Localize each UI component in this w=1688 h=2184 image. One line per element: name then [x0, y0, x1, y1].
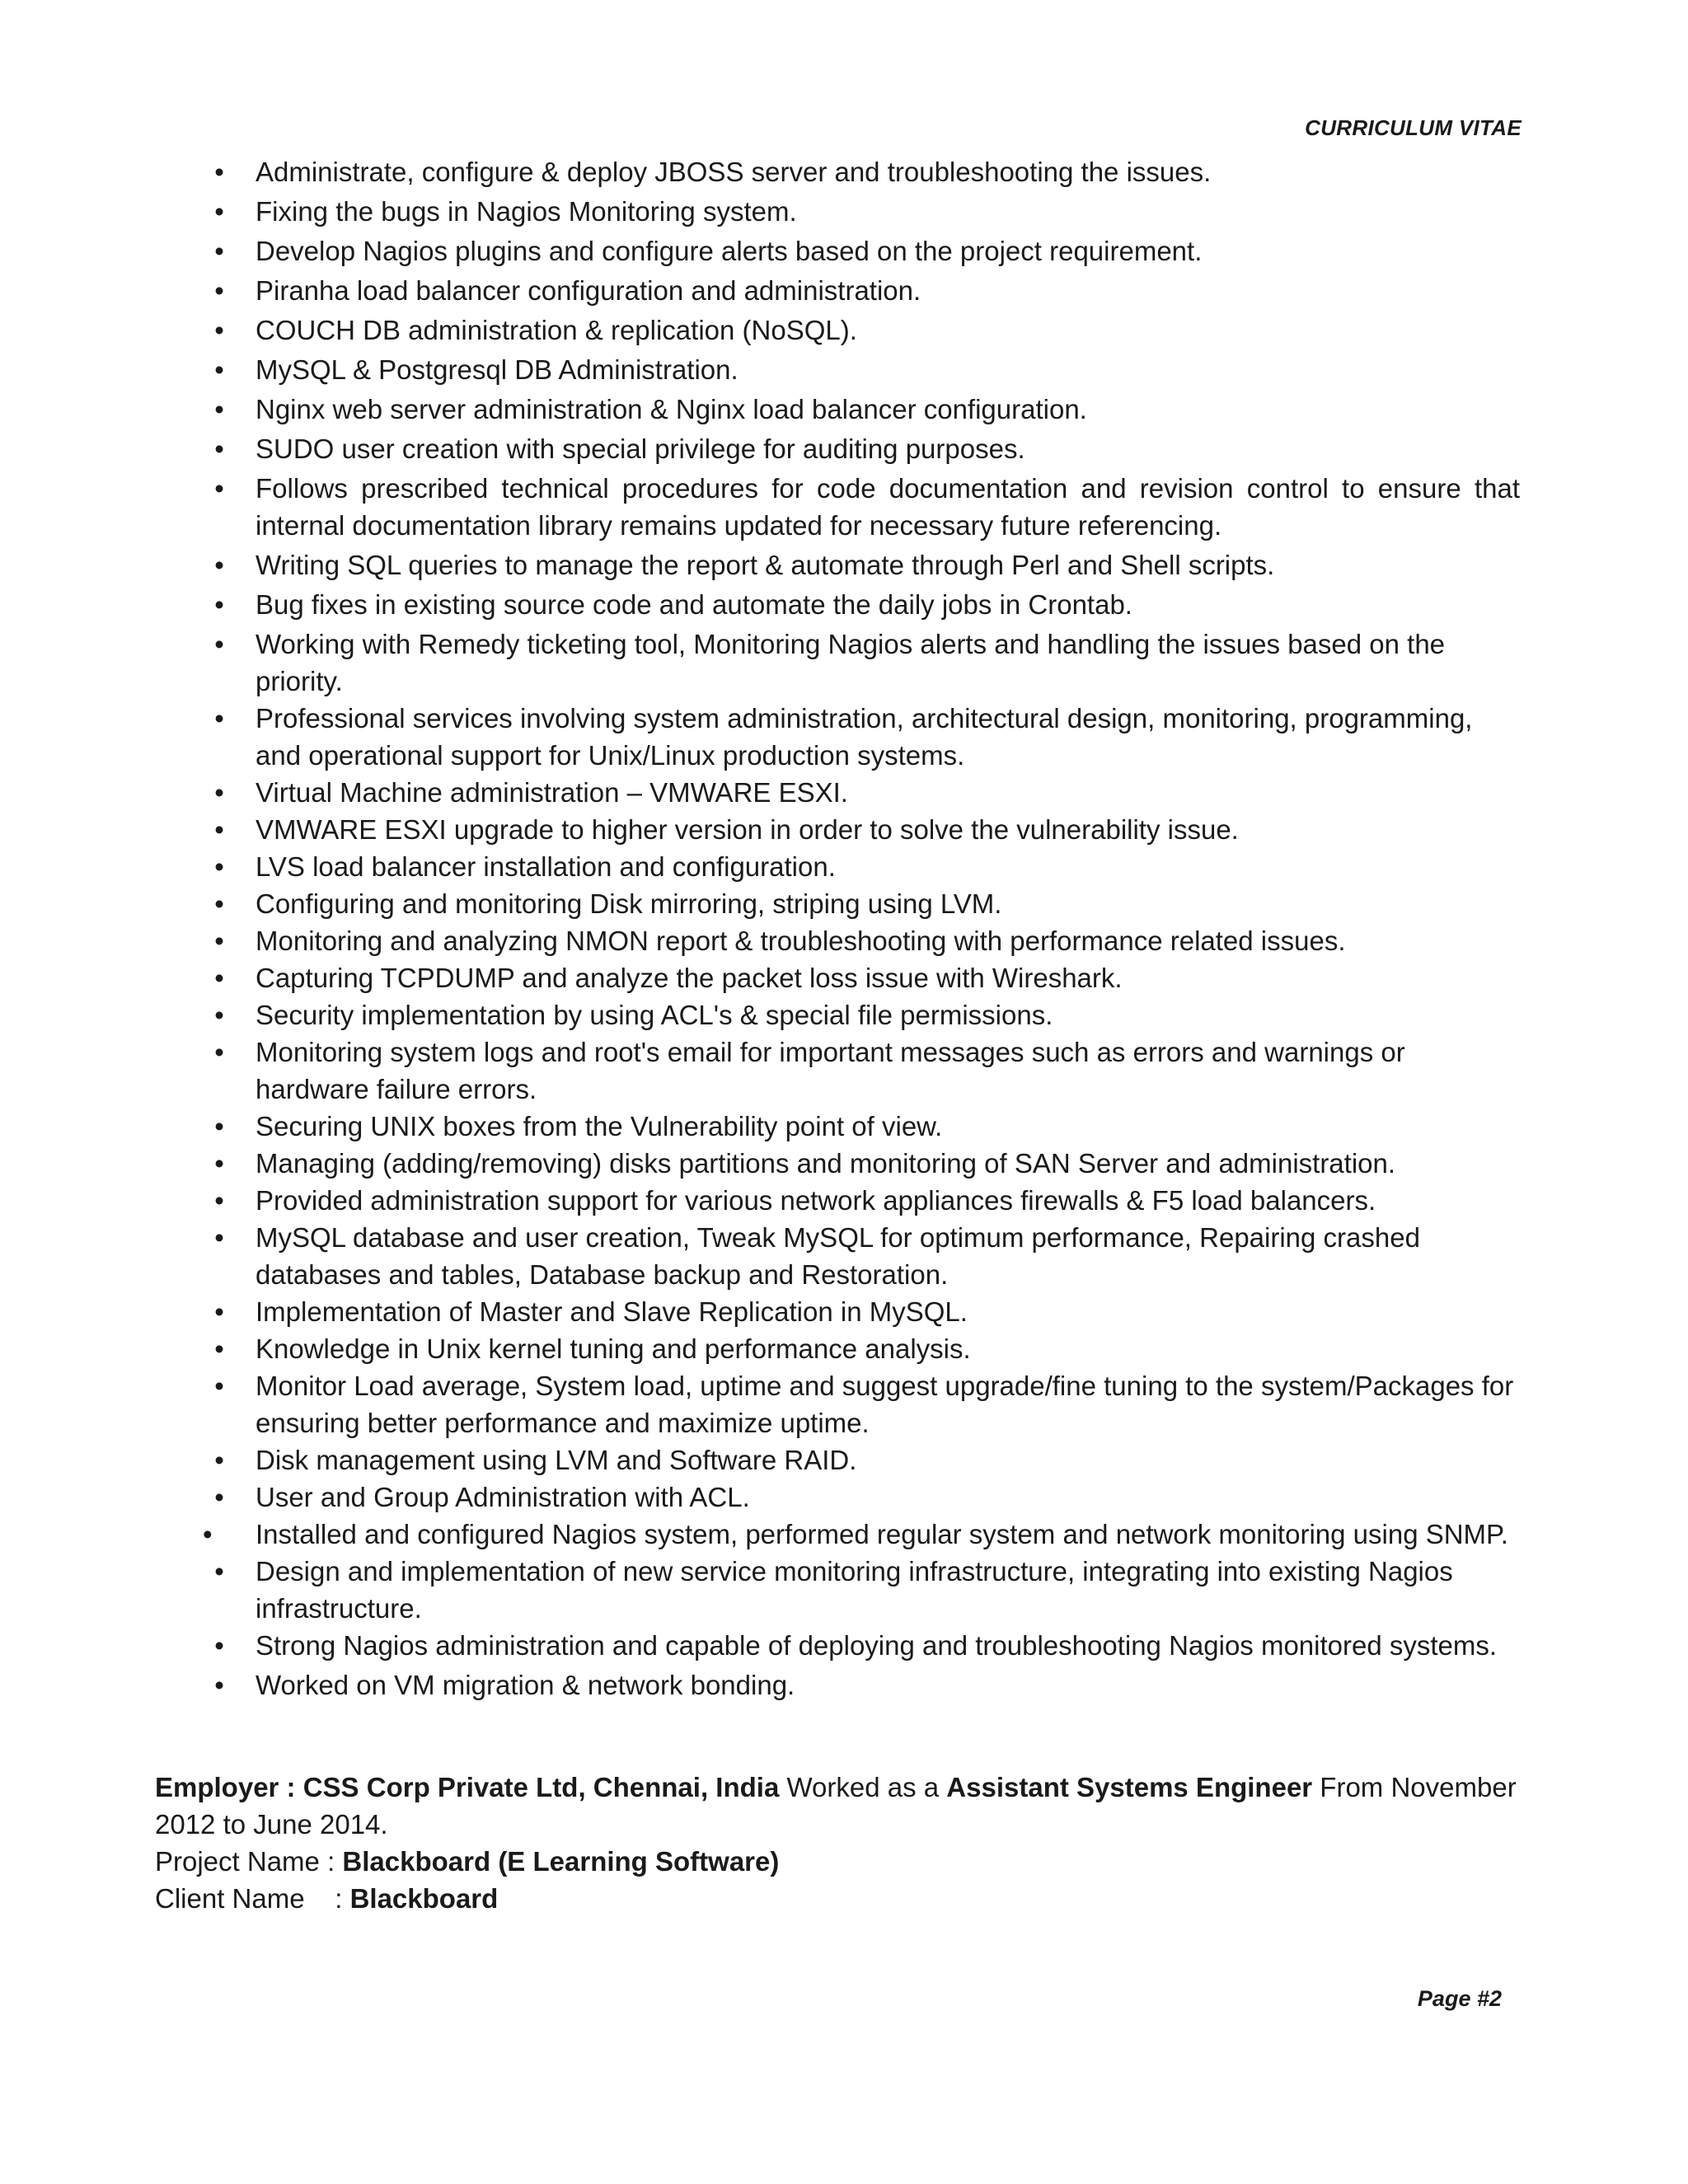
bullet-icon: •: [214, 1296, 224, 1327]
list-item: [203, 312, 1520, 349]
bullet-icon: •: [214, 589, 224, 620]
bullet-icon: •: [214, 275, 224, 306]
list-item: [203, 193, 1520, 230]
list-item: [203, 1145, 1520, 1182]
list-item: [203, 959, 1520, 996]
list-item: [203, 272, 1520, 309]
employer-label: Employer :: [155, 1772, 303, 1802]
list-item-text: Develop Nagios plugins and configure alerts based on the project requirement.: [256, 236, 1203, 266]
bullet-icon: •: [214, 1111, 224, 1141]
list-item-text: Professional services involving system administration, architectural design, monitoring, programming, and operational support for Unix/Linux production systems.: [256, 703, 1473, 771]
list-item-text: Installed and configured Nagios system, performed regular system and network monitoring using SNMP.: [256, 1519, 1508, 1549]
bullet-icon: •: [214, 1185, 224, 1216]
list-item-text: Working with Remedy ticketing tool, Monitoring Nagios alerts and handling the issues based on the priority.: [256, 629, 1446, 696]
list-item-text: Security implementation by using ACL's & special file permissions.: [256, 1000, 1053, 1030]
list-item: [203, 1479, 1520, 1516]
list-item-text: Monitoring system logs and root's email for important messages such as errors and warnings or hardware failure errors.: [256, 1037, 1405, 1104]
list-item-text: User and Group Administration with ACL.: [256, 1482, 750, 1512]
list-item-text: MySQL & Postgresql DB Administration.: [256, 354, 738, 385]
bullet-icon: •: [214, 236, 224, 266]
bullet-icon: •: [214, 1000, 224, 1030]
list-item: [203, 774, 1520, 811]
list-item-text: Disk management using LVM and Software RAID.: [256, 1445, 857, 1475]
list-item: [203, 922, 1520, 959]
list-item: [203, 811, 1520, 848]
list-item: [203, 1516, 1520, 1553]
project-label: Project Name :: [155, 1846, 343, 1877]
bullet-icon: •: [214, 926, 224, 956]
list-item-text: Monitoring and analyzing NMON report & troubleshooting with performance related issues.: [256, 926, 1346, 956]
list-item: [203, 1182, 1520, 1219]
bullet-icon: •: [214, 963, 224, 993]
list-item-text: Fixing the bugs in Nagios Monitoring system.: [256, 196, 797, 227]
bullet-icon: •: [214, 196, 224, 227]
client-value: Blackboard: [349, 1883, 499, 1914]
employer-role: Assistant Systems Engineer: [946, 1772, 1313, 1802]
list-item: [203, 1627, 1520, 1664]
list-item: [203, 626, 1520, 700]
list-item: [203, 391, 1520, 428]
bullet-icon: •: [214, 1445, 224, 1475]
list-item-text: COUCH DB administration & replication (NoSQL).: [256, 315, 857, 345]
client-label: Client Name :: [155, 1883, 350, 1914]
list-item: [203, 1666, 1520, 1704]
list-item-text: Implementation of Master and Slave Replication in MySQL.: [256, 1296, 968, 1327]
employer-section: [155, 1769, 1523, 1917]
list-item: [203, 1219, 1520, 1293]
list-item: [203, 430, 1520, 467]
client-line: [155, 1880, 1523, 1917]
list-item-text: Administrate, configure & deploy JBOSS server and troubleshooting the issues.: [256, 157, 1212, 187]
list-item-text: Provided administration support for various network appliances firewalls & F5 load balancers.: [256, 1185, 1376, 1216]
bullet-icon: •: [214, 434, 224, 464]
list-item-text: Managing (adding/removing) disks partitions and monitoring of SAN Server and administration.: [256, 1148, 1396, 1179]
page-number: Page #2: [1417, 1986, 1502, 2011]
bullet-icon: •: [214, 550, 224, 580]
employer-line: [155, 1769, 1523, 1843]
bullet-icon: •: [214, 1037, 224, 1067]
list-item-text: Bug fixes in existing source code and automate the daily jobs in Crontab.: [256, 589, 1132, 620]
list-item-text: Monitor Load average, System load, uptime and suggest upgrade/fine tuning to the system/Packages for ensuring better performance and maximize uptime.: [256, 1371, 1514, 1438]
list-item: [203, 1441, 1520, 1479]
bullet-icon: •: [214, 703, 224, 733]
list-item: [203, 700, 1520, 774]
list-item-text: Follows prescribed technical procedures for code documentation and revision control to ensure that internal documentation library remains updated for necessary future referencing.: [256, 473, 1520, 541]
document-header-title: CURRICULUM VITAE: [1305, 115, 1522, 140]
list-item: [203, 1033, 1520, 1108]
list-item-text: Writing SQL queries to manage the report & automate through Perl and Shell scripts.: [256, 550, 1275, 580]
list-item: [203, 848, 1520, 885]
list-item: [203, 232, 1520, 269]
bullet-icon: •: [214, 1670, 224, 1700]
list-item: [203, 546, 1520, 583]
responsibilities-list: [203, 153, 1520, 1704]
list-item: [203, 996, 1520, 1033]
bullet-icon: •: [214, 394, 224, 424]
list-item-text: LVS load balancer installation and configuration.: [256, 851, 836, 882]
bullet-icon: •: [214, 851, 224, 882]
employer-period: From November 2012 to June 2014.: [155, 1772, 1517, 1840]
bullet-icon: •: [214, 1630, 224, 1661]
bullet-icon: •: [214, 1371, 224, 1401]
list-item-text: Design and implementation of new service monitoring infrastructure, integrating into existing Nagios infrastructure.: [256, 1556, 1453, 1624]
bullet-icon: •: [214, 1482, 224, 1512]
bullet-icon: •: [214, 629, 224, 659]
list-item-text: Securing UNIX boxes from the Vulnerability point of view.: [256, 1111, 943, 1141]
list-item-text: Nginx web server administration & Nginx load balancer configuration.: [256, 394, 1087, 424]
project-value: Blackboard (E Learning Software): [342, 1846, 780, 1877]
list-item-text: Knowledge in Unix kernel tuning and performance analysis.: [256, 1333, 971, 1364]
bullet-icon: •: [214, 315, 224, 345]
list-item-text: Configuring and monitoring Disk mirroring, striping using LVM.: [256, 888, 1002, 919]
list-item-text: VMWARE ESXI upgrade to higher version in order to solve the vulnerability issue.: [256, 814, 1239, 845]
bullet-icon: •: [214, 1333, 224, 1364]
bullet-icon: •: [214, 1556, 224, 1586]
list-item-text: MySQL database and user creation, Tweak MySQL for optimum performance, Repairing crashed databases and tables, Database backup and Restoration.: [256, 1222, 1420, 1290]
list-item: [203, 470, 1520, 544]
bullet-icon: •: [214, 814, 224, 845]
bullet-icon: •: [214, 354, 224, 385]
list-item: [203, 885, 1520, 922]
list-item: [203, 1553, 1520, 1627]
list-item: [203, 1293, 1520, 1330]
bullet-icon: •: [214, 157, 224, 187]
list-item-text: SUDO user creation with special privilege for auditing purposes.: [256, 434, 1025, 464]
list-item-text: Virtual Machine administration – VMWARE ESXI.: [256, 777, 848, 808]
list-item-text: Piranha load balancer configuration and administration.: [256, 275, 921, 306]
bullet-icon: •: [203, 1519, 213, 1549]
list-item-text: Worked on VM migration & network bonding.: [256, 1670, 795, 1700]
list-item: [203, 1367, 1520, 1441]
bullet-icon: •: [214, 777, 224, 808]
bullet-icon: •: [214, 1148, 224, 1179]
bullet-icon: •: [214, 473, 224, 504]
bullet-icon: •: [214, 1222, 224, 1253]
list-item: [203, 153, 1520, 190]
list-item: [203, 1108, 1520, 1145]
list-item-text: Strong Nagios administration and capable of deploying and troubleshooting Nagios monitored systems.: [256, 1630, 1498, 1661]
employer-worked-as: Worked as a: [779, 1772, 947, 1802]
list-item-text: Capturing TCPDUMP and analyze the packet loss issue with Wireshark.: [256, 963, 1123, 993]
list-item: [203, 1330, 1520, 1367]
list-item: [203, 351, 1520, 388]
bullet-icon: •: [214, 888, 224, 919]
employer-company: CSS Corp Private Ltd, Chennai, India: [302, 1772, 780, 1802]
list-item: [203, 586, 1520, 623]
project-line: [155, 1843, 1523, 1880]
